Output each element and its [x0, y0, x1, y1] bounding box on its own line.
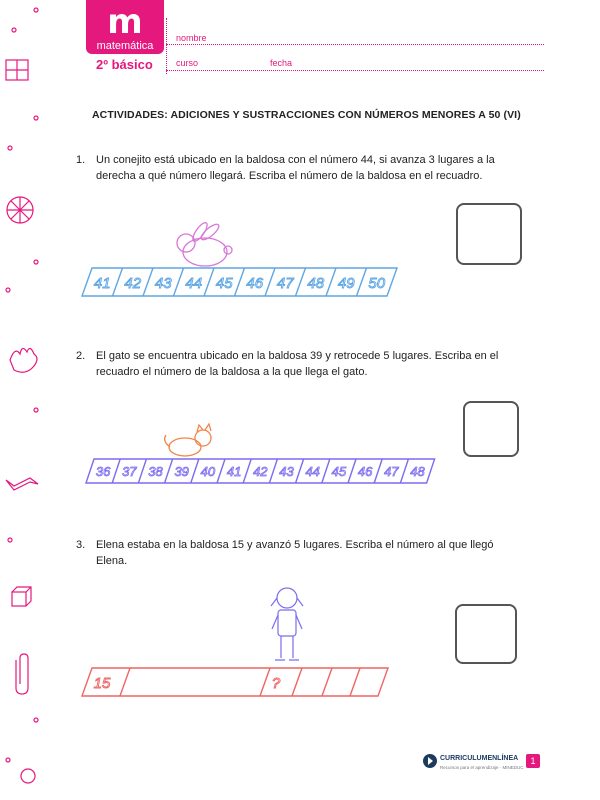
tile-number: 36	[95, 464, 111, 479]
question-line-2: Elena.	[96, 555, 128, 567]
question-number: 2.	[76, 350, 86, 362]
worksheet-title: ACTIVIDADES: ADICIONES Y SUSTRACCIONES CON NÚMEROS MENORES A 50 (VI)	[92, 109, 521, 121]
tile-number: 39	[174, 464, 189, 479]
rabbit-icon	[177, 221, 232, 266]
curso-label: curso	[176, 58, 199, 68]
tile-divider	[296, 268, 306, 296]
tile-number: 45	[331, 464, 347, 479]
page-number: 1	[526, 754, 540, 768]
tile-number: 46	[357, 464, 373, 479]
tile-divider	[143, 268, 153, 296]
tile-number: 46	[246, 275, 264, 292]
logo-word: matemática	[96, 40, 154, 52]
tile-divider	[260, 668, 270, 696]
tile-number: 40	[200, 464, 216, 479]
tile-divider	[269, 459, 277, 483]
tile-question-mark: ?	[271, 675, 281, 692]
tile-number: 41	[93, 275, 111, 292]
tile-divider	[217, 459, 225, 483]
tile-divider	[348, 459, 356, 483]
tile-number: 37	[122, 464, 137, 479]
tile-divider	[265, 268, 275, 296]
tile-number: 15	[93, 675, 111, 692]
tile-number: 48	[410, 464, 425, 479]
tile-number: 47	[276, 275, 294, 292]
nombre-label: nombre	[176, 33, 207, 43]
tile-number: 41	[226, 464, 242, 479]
tile-number: 43	[154, 275, 172, 292]
tile-divider	[235, 268, 245, 296]
question-number: 3.	[76, 539, 86, 551]
tile-divider	[138, 459, 146, 483]
question-line-2: derecha a qué número llegará. Escriba el número de la baldosa en el recuadro.	[96, 170, 483, 182]
tile-divider	[296, 459, 304, 483]
tile-divider	[322, 668, 332, 696]
tile-divider	[204, 268, 214, 296]
tile-number: 38	[148, 464, 163, 479]
tile-divider	[113, 268, 123, 296]
tile-divider	[357, 268, 367, 296]
tile-number: 44	[185, 275, 203, 292]
question-number: 1.	[76, 154, 86, 166]
cat-icon	[165, 424, 211, 456]
tile-number: 49	[337, 275, 355, 292]
girl-icon	[271, 588, 303, 660]
tile-divider	[322, 459, 330, 483]
footer-brand: CURRICULUMENLÍNEA	[440, 755, 519, 762]
tile-number: 50	[368, 275, 386, 292]
tile-divider	[120, 668, 130, 696]
tile-divider	[165, 459, 173, 483]
tile-number: 48	[307, 275, 325, 292]
tile-number: 43	[279, 464, 294, 479]
tile-divider	[350, 668, 360, 696]
question-line-1: El gato se encuentra ubicado en la baldosa 39 y retrocede 5 lugares. Escriba en el	[96, 350, 499, 362]
question-line-1: Elena estaba en la baldosa 15 y avanzó 5 lugares. Escriba el número al que llegó	[96, 539, 494, 551]
tile-divider	[191, 459, 199, 483]
footer-subtitle: Recursos para el aprendizaje · MINEDUC	[440, 765, 524, 770]
tile-divider	[374, 459, 382, 483]
tile-divider	[112, 459, 120, 483]
question-line-1: Un conejito está ubicado en la baldosa con el número 44, si avanza 3 lugares a la	[96, 154, 495, 166]
tile-divider	[400, 459, 408, 483]
tile-divider	[292, 668, 302, 696]
answer-box-2[interactable]	[463, 401, 519, 457]
fecha-label: fecha	[270, 58, 293, 68]
tile-divider	[174, 268, 184, 296]
tile-number: 44	[305, 464, 320, 479]
tile-number: 42	[124, 275, 142, 292]
tile-number: 47	[384, 464, 399, 479]
tile-number: 42	[253, 464, 268, 479]
question-line-2: recuadro el número de la baldosa a la que llega el gato.	[96, 366, 368, 378]
tile-divider	[243, 459, 251, 483]
tile-number: 45	[215, 275, 233, 292]
logo-letter: m	[107, 2, 143, 42]
grade-label: 2º básico	[96, 57, 153, 72]
answer-box-3[interactable]	[455, 604, 517, 664]
tile-divider	[326, 268, 336, 296]
